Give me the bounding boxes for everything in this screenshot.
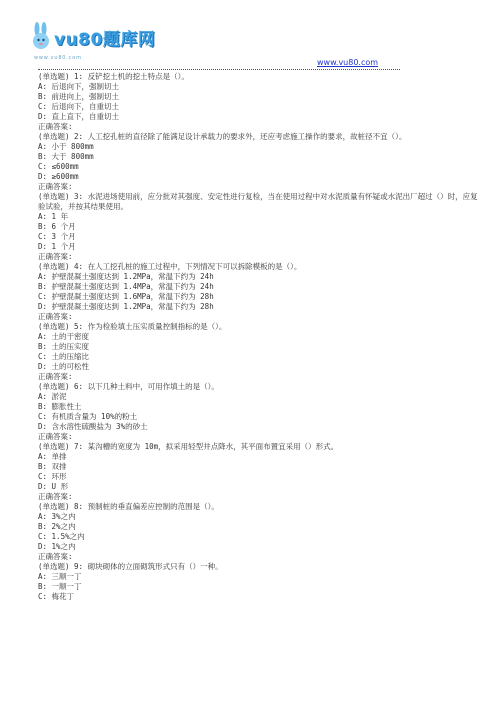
- correct-answer-label: 正确答案:: [38, 432, 73, 441]
- rabbit-mascot-icon: [30, 22, 52, 52]
- answer-option: C: 环形: [38, 472, 67, 481]
- answer-option: D: 1%之内: [38, 542, 76, 551]
- answer-option: C: 后退向下，自重切土: [38, 102, 120, 111]
- question-stem: (单选题) 7: 某沟槽的宽度为 10m，拟采用轻型井点降水，其平面布置宜采用（）形式。: [38, 442, 339, 451]
- answer-option: A: 小于 800mm: [38, 142, 94, 151]
- answer-option: D: 直上直下，自重切土: [38, 112, 120, 121]
- answer-option: D: 1 个月: [38, 242, 76, 251]
- answer-option: B: 土的压实度: [38, 342, 90, 351]
- answer-option: B: 6 个月: [38, 222, 76, 231]
- answer-option: A: 3%之内: [38, 512, 76, 521]
- question-list: [38, 72, 478, 602]
- answer-option: A: 淤泥: [38, 392, 67, 401]
- correct-answer-label: 正确答案:: [38, 182, 73, 191]
- question-stem: (单选题) 6: 以下几种土料中，可用作填土的是（）。: [38, 382, 219, 391]
- answer-option: D: 护壁混凝土强度达到 1.2MPa，常温下约为 28h: [38, 302, 214, 311]
- question-stem: (单选题) 3: 水泥进场使用前，应分批对其强度、安定性进行复检，当在使用过程中对水泥质量有怀疑或水泥出厂超过（）时，应复验试验，并按其结果使用。: [38, 192, 478, 211]
- answer-option: B: 膨胀性土: [38, 402, 82, 411]
- question-stem: (单选题) 5: 作为检验填土压实质量控制指标的是（）。: [38, 322, 227, 331]
- answer-option: B: 前进向上，强制切土: [38, 92, 120, 101]
- site-link[interactable]: www.vu80.com: [317, 58, 379, 67]
- answer-option: B: 大于 800mm: [38, 152, 94, 161]
- answer-option: B: 护壁混凝土强度达到 1.4MPa，常温下约为 24h: [38, 282, 214, 291]
- correct-answer-label: 正确答案:: [38, 312, 73, 321]
- answer-option: A: 单排: [38, 452, 67, 461]
- answer-option: C: 土的压缩比: [38, 352, 90, 361]
- question-stem: (单选题) 9: 砌块砌体的立面砌筑形式只有（）一种。: [38, 562, 223, 571]
- page-header: [0, 0, 496, 74]
- header-divider: [38, 69, 400, 70]
- answer-option: C: 1.5%之内: [38, 532, 85, 541]
- answer-option: A: 1 年: [38, 212, 69, 221]
- answer-option: D: U 形: [38, 482, 69, 491]
- logo-text: vu80题库网: [54, 29, 156, 50]
- answer-option: D: 土的可松性: [38, 362, 90, 371]
- answer-option: C: 有机质含量为 10%的粉土: [38, 412, 138, 421]
- answer-option: A: 护壁混凝土强度达到 1.2MPa，常温下约为 24h: [38, 272, 214, 281]
- correct-answer-label: 正确答案:: [38, 122, 73, 131]
- answer-option: A: 三顺一丁: [38, 572, 82, 581]
- answer-option: A: 后退向下，强制切土: [38, 82, 120, 91]
- correct-answer-label: 正确答案:: [38, 492, 73, 501]
- question-stem: (单选题) 8: 预制桩的垂直偏差应控制的范围是（）。: [38, 502, 219, 511]
- question-stem: (单选题) 1: 反铲挖土机的挖土特点是（）。: [38, 72, 189, 81]
- question-stem: (单选题) 4: 在人工挖孔桩的施工过程中，下列情况下可以拆除模板的是（）。: [38, 262, 302, 271]
- answer-option: D: 含水溶性硫酸盐为 3%的砂土: [38, 422, 148, 431]
- logo-url: www.vu80.com: [34, 55, 82, 61]
- answer-option: B: 双排: [38, 462, 67, 471]
- answer-option: C: ≤600mm: [38, 162, 79, 171]
- correct-answer-label: 正确答案:: [38, 552, 73, 561]
- question-stem: (单选题) 2: 人工挖孔桩的直径除了能满足设计承载力的要求外，还应考虑施工操作的要求，故桩径不宜（）。: [38, 132, 407, 141]
- answer-option: C: 护壁混凝土强度达到 1.6MPa，常温下约为 28h: [38, 292, 214, 301]
- answer-option: C: 梅花丁: [38, 592, 75, 601]
- correct-answer-label: 正确答案:: [38, 252, 73, 261]
- site-logo: [30, 22, 155, 52]
- answer-option: A: 土的干密度: [38, 332, 90, 341]
- answer-option: B: 一顺一丁: [38, 582, 82, 591]
- answer-option: B: 2%之内: [38, 522, 76, 531]
- answer-option: C: 3 个月: [38, 232, 76, 241]
- correct-answer-label: 正确答案:: [38, 372, 73, 381]
- answer-option: D: ≥600mm: [38, 172, 79, 181]
